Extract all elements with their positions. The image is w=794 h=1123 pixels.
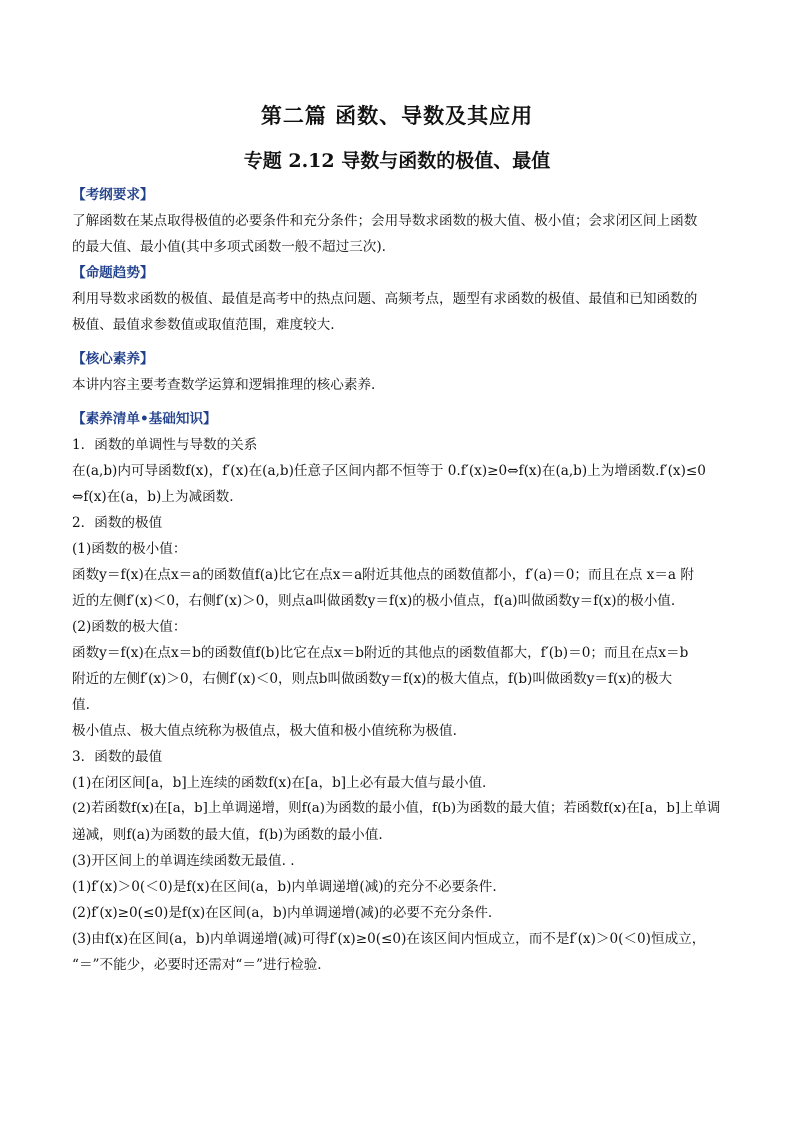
body-line: 函数y＝f(x)在点x＝b的函数值f(b)比它在点x＝b附近的其他点的函数值都大，f′(b)＝0；而且在点x＝b [72, 645, 689, 661]
body-line: (3)由f(x)在区间(a，b)内单调递增(减)可得f′(x)≥0(≤0)在该区间内恒成立，而不是f′(x)＞0(＜0)恒成立， [72, 931, 706, 947]
section-heading-basics: 【素养清单•基础知识】 [72, 411, 217, 427]
subsection-heading: 3．函数的最值 [72, 749, 163, 765]
body-line: 函数y＝f(x)在点x＝a的函数值f(a)比它在点x＝a附近其他点的函数值都小，f′(a)＝0；而且在点 x＝a 附 [72, 567, 694, 583]
body-line: (3)开区间上的单调连续函数无最值. . [72, 853, 295, 869]
body-line: 递减，则f(a)为函数的最大值，f(b)为函数的最小值. [72, 827, 383, 843]
body-line: (1)函数的极小值： [72, 541, 187, 557]
section-heading-literacy: 【核心素养】 [72, 351, 154, 367]
body-line: 值. [72, 697, 90, 713]
body-line: 附近的左侧f′(x)＞0，右侧f′(x)＜0，则点b叫做函数y＝f(x)的极大值点，f(b)叫做函数y＝f(x)的极大 [72, 671, 673, 687]
document-title: 第二篇 函数、导数及其应用 [260, 103, 534, 128]
document-subtitle: 专题 2.12 导数与函数的极值、最值 [243, 150, 551, 172]
body-line: 极值、最值求参数值或取值范围，难度较大. [72, 317, 335, 333]
body-line: 近的左侧f′(x)＜0，右侧f′(x)＞0，则点a叫做函数y＝f(x)的极小值点，f(a)叫做函数y＝f(x)的极小值. [72, 593, 676, 609]
body-line: (2)函数的极大值： [72, 619, 187, 635]
section-heading-syllabus: 【考纲要求】 [72, 187, 154, 203]
body-line: (2)f′(x)≥0(≤0)是f(x)在区间(a，b)内单调递增(减)的必要不充分条件. [72, 905, 493, 921]
body-line: 极小值点、极大值点统称为极值点，极大值和极小值统称为极值. [72, 723, 457, 739]
body-line: ⇔f(x)在(a，b)上为减函数. [72, 489, 234, 505]
body-line: 了解函数在某点取得极值的必要条件和充分条件；会用导数求函数的极大值、极小值；会求闭区间上函数 [72, 213, 698, 229]
body-line: 利用导数求函数的极值、最值是高考中的热点问题、高频考点，题型有求函数的极值、最值和已知函数的 [72, 291, 698, 307]
body-line: (2)若函数f(x)在[a，b]上单调递增，则f(a)为函数的最小值，f(b)为函数的最大值；若函数f(x)在[a，b]上单调 [72, 801, 721, 816]
document-body [72, 186, 728, 982]
body-line: (1)f′(x)＞0(＜0)是f(x)在区间(a，b)内单调递增(减)的充分不必要条件. [72, 879, 497, 895]
body-line: “＝”不能少，必要时还需对“＝”进行检验. [72, 957, 322, 973]
body-line: 在(a,b)内可导函数f(x)，f′(x)在(a,b)任意子区间内都不恒等于 0.f′(x)≥0⇔f(x)在(a,b)上为增函数.f′(x)≤0 [72, 463, 706, 479]
subsection-heading: 2．函数的极值 [72, 515, 163, 531]
section-heading-trend: 【命题趋势】 [72, 265, 154, 281]
subsection-heading: 1．函数的单调性与导数的关系 [72, 437, 258, 453]
body-line: (1)在闭区间[a，b]上连续的函数f(x)在[a，b]上必有最大值与最小值. [72, 775, 487, 791]
body-line: 的最大值、最小值(其中多项式函数一般不超过三次). [72, 239, 386, 255]
body-line: 本讲内容主要考查数学运算和逻辑推理的核心素养. [72, 377, 376, 393]
